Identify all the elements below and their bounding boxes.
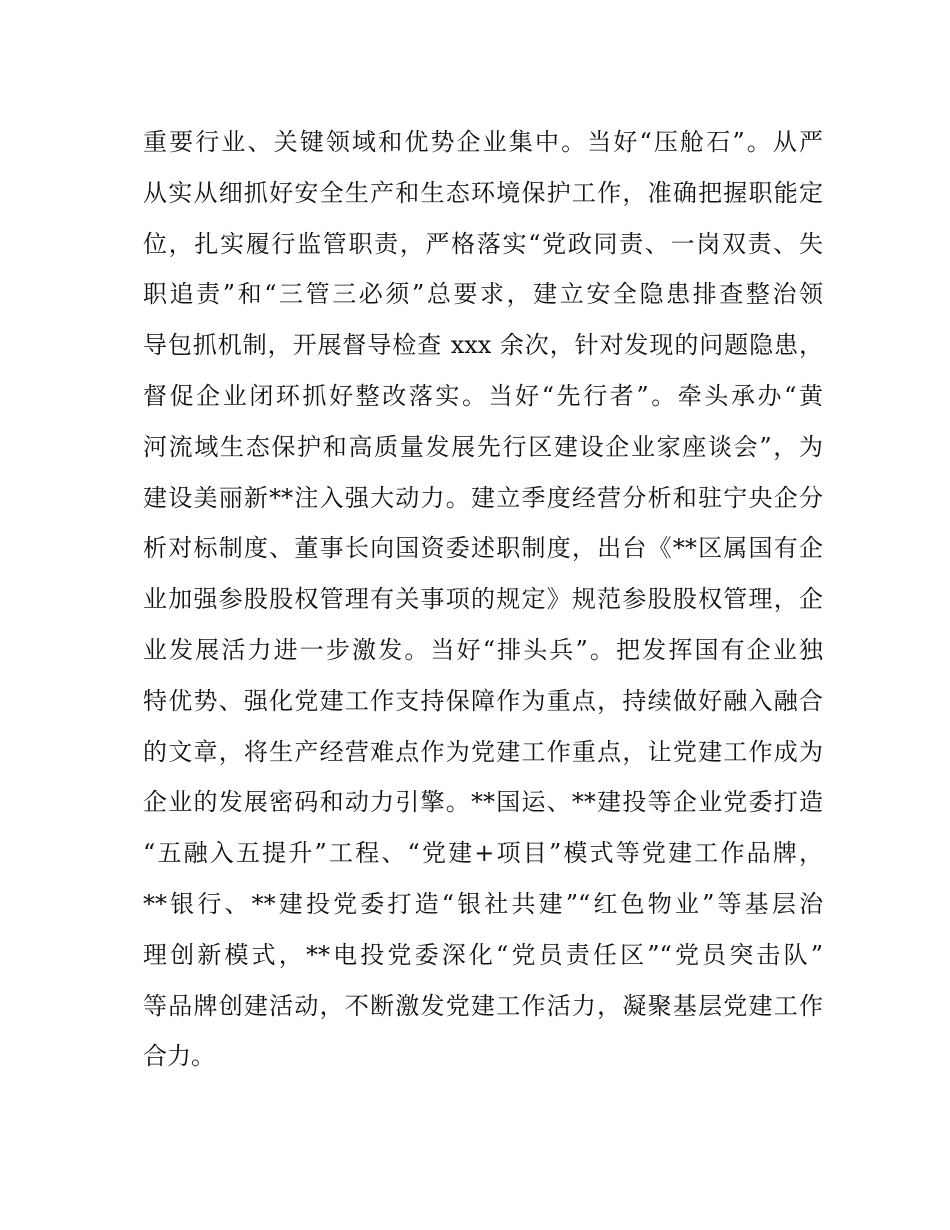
paragraph-line: “五融入五提升”工程、“党建+项目”模式等党建工作品牌， [143,839,823,868]
paragraph-line: 导包抓机制，开展督导检查 xxx 余次，针对发现的问题隐患， [143,331,823,360]
paragraph-line: 企业的发展密码和动力引擎。**国运、**建投等企业党委打造 [143,788,823,817]
paragraph-line: 特优势、强化党建工作支持保障作为重点，持续做好融入融合 [143,686,823,715]
paragraph-line: 业加强参股股权管理有关事项的规定》规范参股股权管理，企 [143,585,823,614]
paragraph-line: 位，扎实履行监管职责，严格落实“党政同责、一岗双责、失 [143,229,823,258]
paragraph-line: 业发展活力进一步激发。当好“排头兵”。把发挥国有企业独 [143,635,823,664]
paragraph-line: 析对标制度、董事长向国资委述职制度，出台《**区属国有企 [143,534,823,563]
paragraph-line: **银行、**建投党委打造“银社共建”“红色物业”等基层治 [143,889,823,918]
body-paragraph [143,117,823,1082]
paragraph-line: 职追责”和“三管三必须”总要求，建立安全隐患排查整治领 [143,280,823,309]
paragraph-line: 理创新模式，**电投党委深化“党员责任区”“党员突击队” [143,940,823,969]
paragraph-line: 重要行业、关键领域和优势企业集中。当好“压舱石”。从严 [143,128,823,156]
paragraph-line: 等品牌创建活动，不断激发党建工作活力，凝聚基层党建工作 [143,991,823,1020]
paragraph-line: 从实从细抓好安全生产和生态环境保护工作，准确把握职能定 [143,178,823,207]
paragraph-line: 河流域生态保护和高质量发展先行区建设企业家座谈会”，为 [143,432,823,461]
paragraph-line-last: 合力。 [143,1042,215,1071]
paragraph-line: 建设美丽新**注入强大动力。建立季度经营分析和驻宁央企分 [143,483,823,512]
paragraph-line: 督促企业闭环抓好整改落实。当好“先行者”。牵头承办“黄 [143,381,823,410]
paragraph-line: 的文章，将生产经营难点作为党建工作重点，让党建工作成为 [143,737,823,766]
